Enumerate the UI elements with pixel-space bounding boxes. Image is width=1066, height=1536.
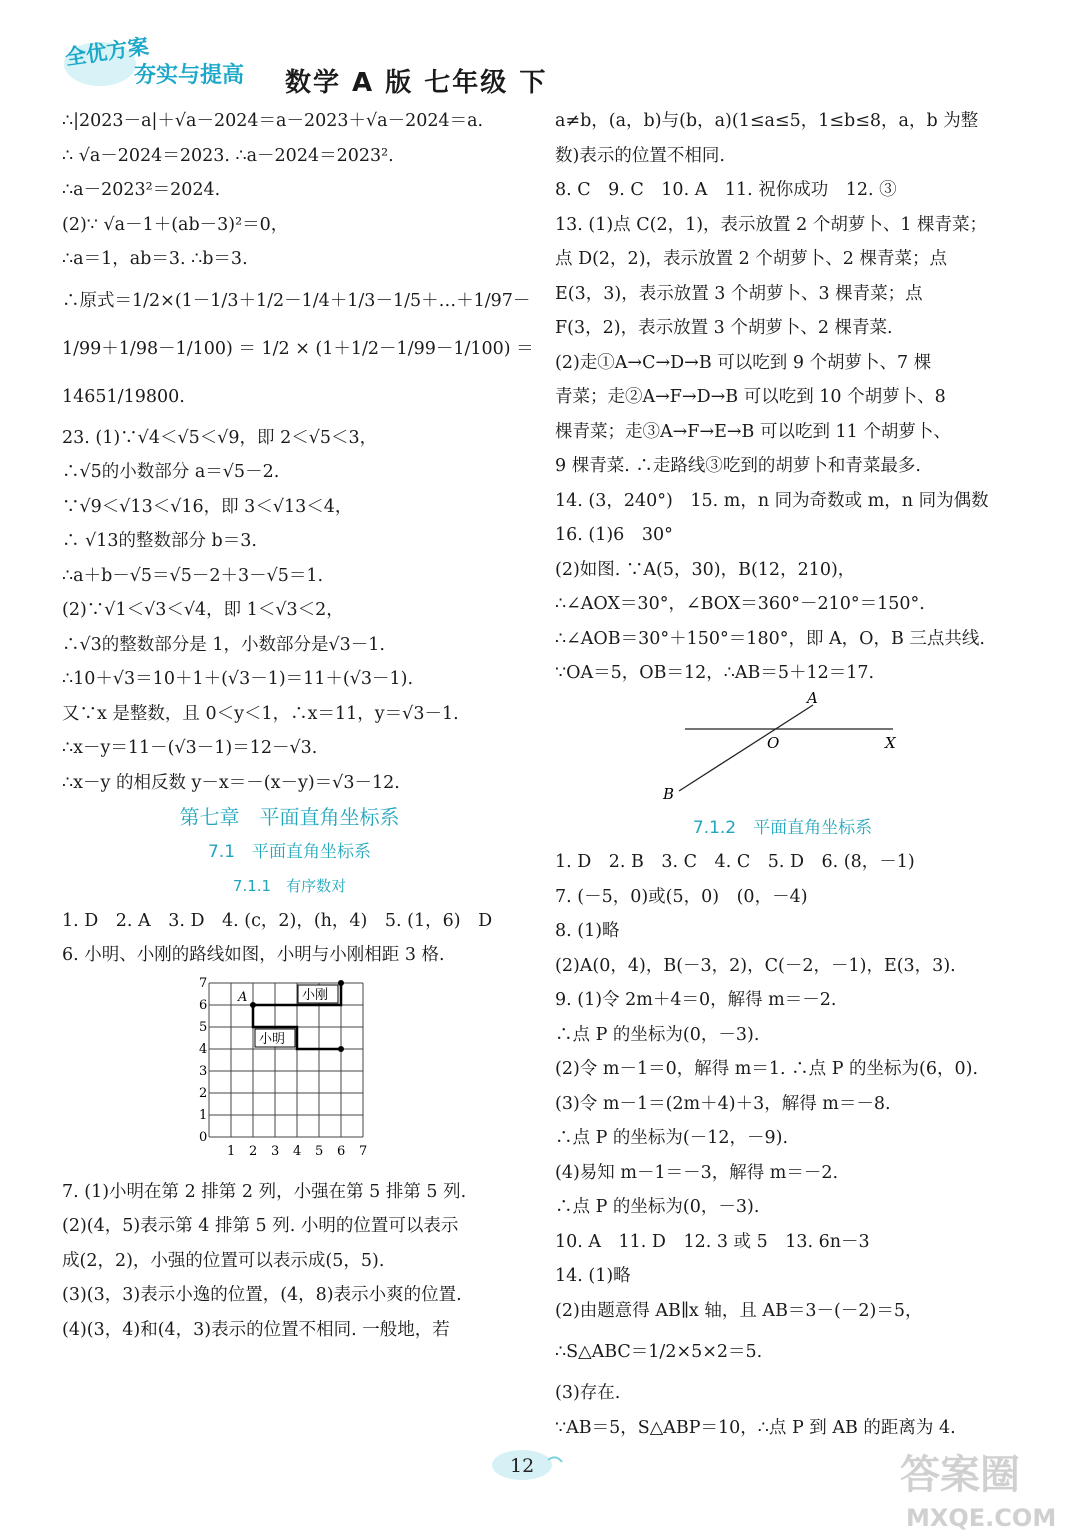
text-line: ∴10＋√3＝10＋1＋(√3－1)＝11＋(√3－1). <box>62 669 414 689</box>
chapter-title: 第七章 平面直角坐标系 <box>179 805 400 829</box>
x-tick: 6 <box>337 1143 346 1159</box>
text-line: (3)存在. <box>555 1383 621 1403</box>
text-line: (2)∵√1＜√3＜√4，即 1＜√3＜2， <box>62 600 344 620</box>
section-title-2: 7.1.2 平面直角坐标系 <box>692 817 873 838</box>
text-line: ∴原式＝1/2×(1－1/3＋1/2－1/4＋1/3－1/5＋…＋1/97－ <box>62 290 531 311</box>
label-xiaogang: 小刚 <box>302 987 329 1003</box>
x-tick: 1 <box>227 1143 236 1159</box>
x-tick: 3 <box>271 1143 280 1159</box>
text-line: ∴ √a－2024＝2023. ∴a－2024＝2023². <box>62 145 394 166</box>
text-line: ∵OA＝5，OB＝12，∴AB＝5＋12＝17. <box>555 663 875 683</box>
text-line: 点 D(2，2)，表示放置 2 个胡萝卜、2 棵青菜；点 <box>555 249 947 269</box>
y-tick: 0 <box>199 1129 208 1145</box>
y-tick: 2 <box>199 1085 208 1101</box>
page-header-title: 数学 A 版 七年级 下 <box>285 68 548 98</box>
text-line: 7. (－5，0)或(5，0) (0，－4) <box>555 886 808 907</box>
text-line: (2)如图. ∵A(5，30)，B(12，210)， <box>555 559 856 580</box>
page-number-badge <box>486 1446 566 1484</box>
collinear-diagram <box>555 691 1010 811</box>
text-line: ∴x－y＝11－(√3－1)＝12－√3. <box>62 738 318 758</box>
text-line: ∴点 P 的坐标为(－12，－9). <box>555 1128 789 1148</box>
logo-text-2: 夯实与提高 <box>134 63 245 88</box>
text-line: ∴∠AOX＝30°，∠BOX＝360°－210°＝150°. <box>555 594 925 614</box>
text-line: ∴ √13的整数部分 b＝3. <box>62 531 257 551</box>
text-line: ∴S△ABC＝1/2×5×2＝5. <box>555 1342 763 1362</box>
text-line: 棵青菜；走③A→F→E→B 可以吃到 11 个胡萝卜、 <box>555 421 951 442</box>
label-xiaoming: 小明 <box>259 1031 286 1047</box>
text-line: (2)∵ √a－1＋(ab－3)²＝0， <box>62 214 289 235</box>
text-line: ∴a＝1，ab＝3. ∴b＝3. <box>62 249 248 269</box>
text-line: 1. D 2. B 3. C 4. C 5. D 6. (8，－1) <box>555 852 915 872</box>
text-line: 16. (1)6 30° <box>555 525 673 545</box>
y-tick: 6 <box>199 997 208 1013</box>
text-line: (2)A(0，4)，B(－3，2)，C(－2，－1)，E(3，3). <box>555 955 956 976</box>
label-O: O <box>767 733 780 752</box>
x-tick: 7 <box>359 1143 368 1159</box>
text-line: ∴|2023－a|＋√a－2024＝a－2023＋√a－2024＝a. <box>62 111 484 131</box>
watermark-line1: 答案圈 <box>900 1452 1020 1498</box>
text-line: 13. (1)点 C(2，1)，表示放置 2 个胡萝卜、1 棵青菜； <box>555 214 988 235</box>
label-A: A <box>807 690 818 707</box>
x-tick: 4 <box>293 1143 302 1159</box>
text-line: E(3，3)，表示放置 3 个胡萝卜、3 棵青菜；点 <box>555 283 923 304</box>
text-line: 8. (1)略 <box>555 921 620 941</box>
text-line: 1. D 2. A 3. D 4. (c，2)，(h，4) 5. (1，6) D <box>62 910 493 931</box>
x-tick: 2 <box>249 1143 258 1159</box>
text-line: ∴a＋b－√5＝√5－2＋3－√5＝1. <box>62 565 324 586</box>
left-column <box>62 104 534 1347</box>
text-line: ∵AB＝5，S△ABP＝10，∴点 P 到 AB 的距离为 4. <box>555 1417 956 1438</box>
text-line: ∴点 P 的坐标为(0，－3). <box>555 1024 760 1045</box>
text-line: 7. (1)小明在第 2 排第 2 列，小强在第 5 排第 5 列. <box>62 1181 467 1202</box>
section-title: 7.1 平面直角坐标系 <box>207 841 372 862</box>
label-X: X <box>885 733 896 752</box>
text-line: 成(2，2)，小强的位置可以表示成(5，5). <box>62 1250 385 1271</box>
x-tick: 5 <box>315 1143 324 1159</box>
text-line: 9 棵青菜. ∴走路线③吃到的胡萝卜和青菜最多. <box>555 456 921 476</box>
subsection-title: 7.1.1 有序数对 <box>232 877 347 895</box>
text-line: (2)令 m－1＝0，解得 m＝1. ∴点 P 的坐标为(6，0). <box>555 1059 979 1079</box>
logo-text-1: 全优方案 <box>63 34 151 70</box>
text-line: 又∵x 是整数，且 0＜y＜1，∴x＝11，y＝√3－1. <box>62 703 459 724</box>
y-tick: 5 <box>199 1019 208 1035</box>
text-line: (4)易知 m－1＝－3，解得 m＝－2. <box>555 1162 839 1183</box>
text-line: 14651/19800. <box>62 386 185 407</box>
watermark-line2: MXQE.COM <box>906 1504 1057 1532</box>
y-tick: 4 <box>199 1041 208 1057</box>
text-line: 青菜；走②A→F→D→B 可以吃到 10 个胡萝卜、8 <box>555 387 946 407</box>
text-line: 14. (3，240°) 15. m，n 同为奇数或 m，n 同为偶数 <box>555 490 989 511</box>
text-line: 10. A 11. D 12. 3 或 5 13. 6n－3 <box>555 1231 870 1252</box>
page-number: 12 <box>510 1455 535 1477</box>
label-B: B <box>663 784 675 803</box>
text-line: 23. (1)∵√4＜√5＜√9，即 2＜√5＜3， <box>62 427 378 448</box>
text-line: ∴x－y 的相反数 y－x＝－(x－y)＝√3－12. <box>62 772 400 793</box>
text-line: 9. (1)令 2m＋4＝0，解得 m＝－2. <box>555 990 837 1010</box>
text-line: ∴√3的整数部分是 1，小数部分是√3－1. <box>62 634 385 655</box>
text-line: a≠b，(a，b)与(b，a)(1≤a≤5，1≤b≤8，a，b 为整 <box>555 111 979 131</box>
text-line: (2)(4，5)表示第 4 排第 5 列. 小明的位置可以表示 <box>62 1216 459 1236</box>
y-tick: 3 <box>199 1063 208 1079</box>
text-line: (4)(3，4)和(4，3)表示的位置不相同. 一般地，若 <box>62 1319 450 1340</box>
text-line: 8. C 9. C 10. A 11. 祝你成功 12. ③ <box>555 180 897 200</box>
text-line: (2)走①A→C→D→B 可以吃到 9 个胡萝卜、7 棵 <box>555 352 932 373</box>
y-tick: 7 <box>199 975 208 991</box>
text-line: (3)令 m－1＝(2m＋4)＋3，解得 m＝－8. <box>555 1093 891 1114</box>
brand-logo <box>60 34 260 92</box>
y-tick: 1 <box>199 1107 208 1123</box>
text-line: 14. (1)略 <box>555 1266 631 1286</box>
grid-figure <box>62 973 517 1175</box>
watermark <box>892 1442 1062 1534</box>
text-line: ∴a－2023²＝2024. <box>62 180 221 200</box>
text-line: ∴点 P 的坐标为(0，－3). <box>555 1197 760 1217</box>
text-line: 数)表示的位置不相同. <box>555 145 725 166</box>
grid-diagram <box>62 973 517 1175</box>
label-A: A <box>238 989 248 1005</box>
text-line: ∴√5的小数部分 a＝√5－2. <box>62 462 280 482</box>
text-line: 1/99＋1/98－1/100) ＝ 1/2 × (1＋1/2－1/99－1/100) ＝ <box>62 338 534 359</box>
text-line: F(3，2)，表示放置 3 个胡萝卜、2 棵青菜. <box>555 318 893 338</box>
line-figure <box>555 691 1010 811</box>
text-line: (2)由题意得 AB∥x 轴，且 AB＝3－(－2)＝5， <box>555 1300 923 1321</box>
text-line: ∴∠AOB＝30°＋150°＝180°，即 A，O，B 三点共线. <box>555 628 985 649</box>
text-line: (3)(3，3)表示小逸的位置，(4，8)表示小爽的位置. <box>62 1285 462 1305</box>
text-line: 6. 小明、小刚的路线如图，小明与小刚相距 3 格. <box>62 945 445 965</box>
right-column <box>555 104 1010 1445</box>
text-line: ∵√9＜√13＜√16，即 3＜√13＜4， <box>62 496 353 517</box>
